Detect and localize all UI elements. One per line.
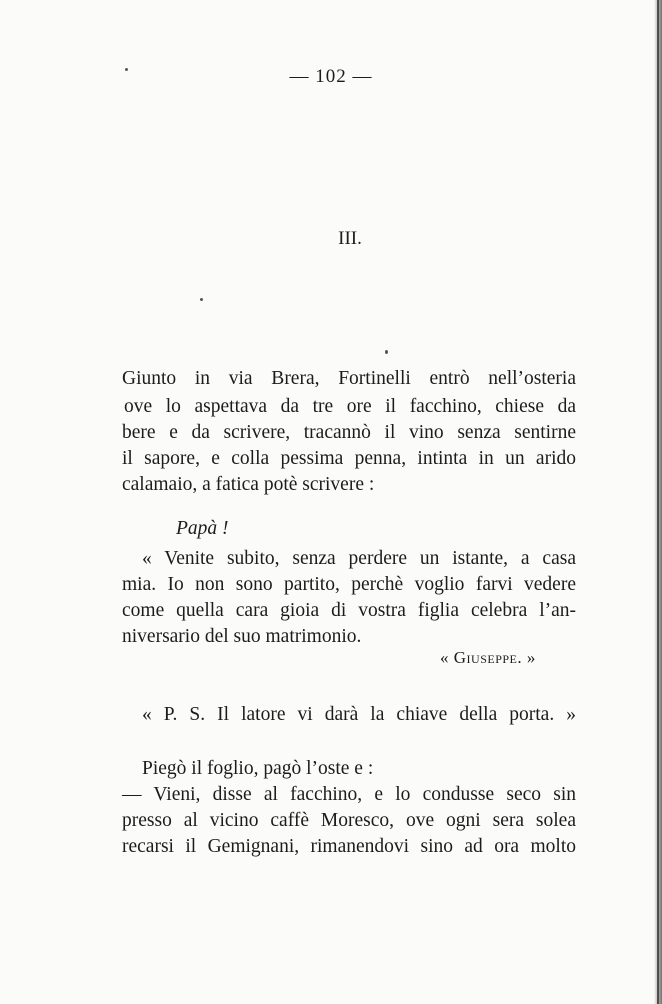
letter-salutation: Papà ! xyxy=(176,518,229,539)
letter-postscript: « P. S. Il latore vi darà la chiave della porta. » xyxy=(142,704,576,725)
text-line: calamaio, a fatica potè scrivere : xyxy=(122,474,375,495)
ink-speck xyxy=(385,350,388,354)
text-line: bere e da scrivere, tracannò il vino senza sentirne xyxy=(122,422,576,443)
letter-line: « Venite subito, senza perdere un istante, a casa xyxy=(142,548,576,569)
page-number: — 102 — xyxy=(289,66,373,87)
letter-line: niversario del suo matrimonio. xyxy=(122,626,362,647)
text-line: il sapore, e colla pessima penna, intinta in un arido xyxy=(122,448,576,469)
text-line: Giunto in via Brera, Fortinelli entrò nell’osteria xyxy=(122,368,576,389)
ink-speck xyxy=(200,298,203,301)
text-line: recarsi il Gemignani, rimanendovi sino ad ora molto xyxy=(122,836,576,857)
chapter-heading: III. xyxy=(338,228,362,249)
letter-line: come quella cara gioia di vostra figlia celebra l’an- xyxy=(122,600,576,621)
text-line: presso al vicino caffè Moresco, ove ogni sera solea xyxy=(122,810,576,831)
text-line: — Vieni, disse al facchino, e lo condusse seco sin xyxy=(122,784,576,805)
text-line: Piegò il foglio, pagò l’oste e : xyxy=(142,758,374,779)
text-line: ove lo aspettava da tre ore il facchino, chiese da xyxy=(124,396,576,417)
page-edge-line xyxy=(657,0,659,1004)
letter-line: mia. Io non sono partito, perchè voglio farvi vedere xyxy=(122,574,576,595)
letter-signature: « Giuseppe. » xyxy=(440,648,536,667)
